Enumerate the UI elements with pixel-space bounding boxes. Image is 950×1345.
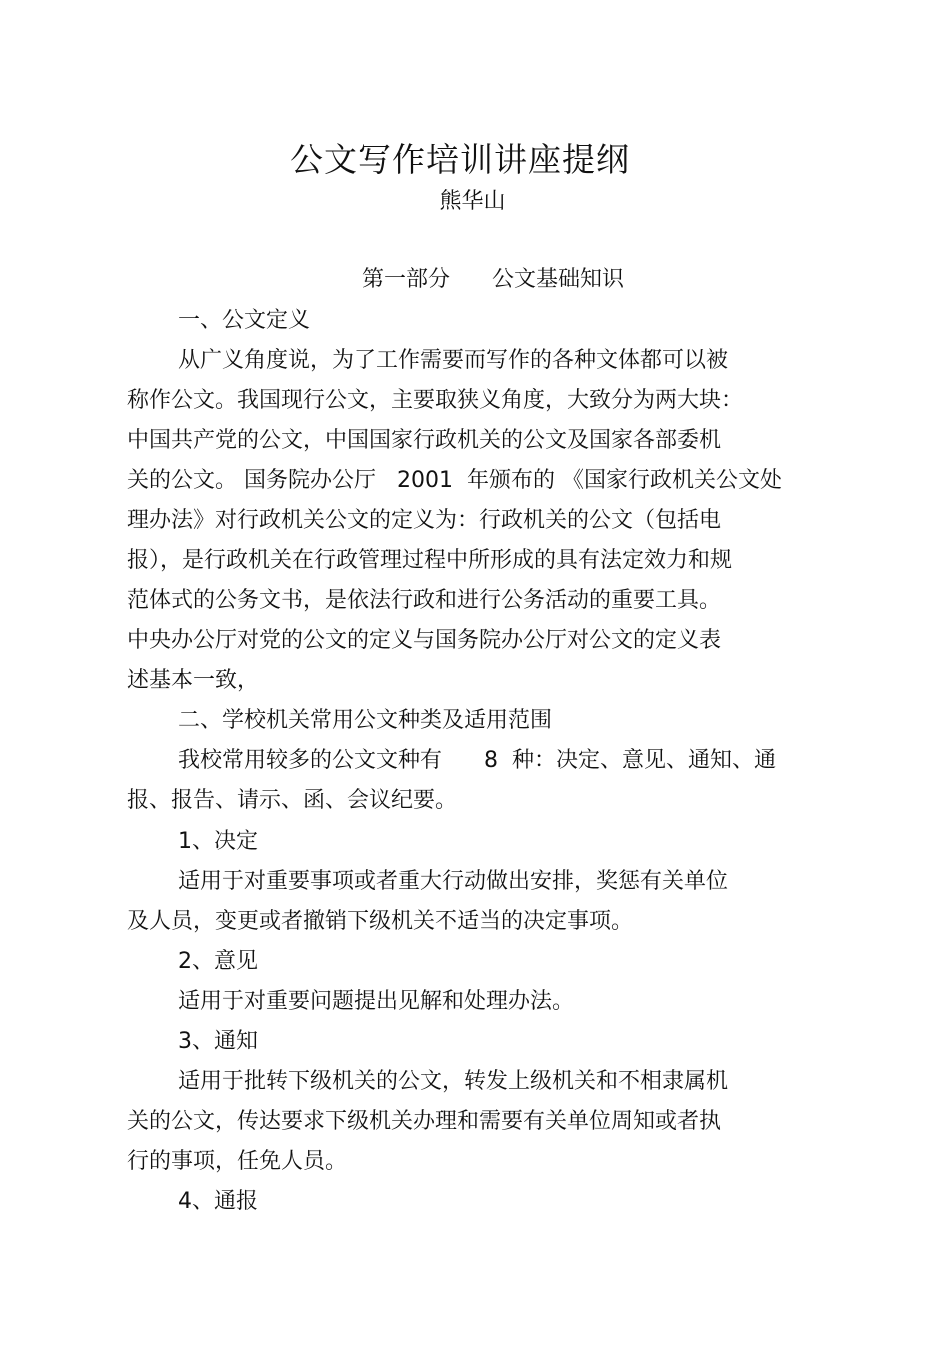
- document-author: 熊华山: [439, 189, 506, 214]
- part-heading: [362, 264, 624, 296]
- paragraph-line: 从广义角度说，为了工作需要而写作的各种文体都可以被: [178, 348, 729, 373]
- paragraph-line: 报、报告、请示、函、会议纪要。: [127, 788, 458, 813]
- paragraph-line: 述基本一致，: [127, 668, 260, 693]
- section-heading: 二、学校机关常用公文种类及适用范围: [178, 708, 553, 733]
- paragraph-line: 中央办公厅对党的公文的定义与国务院办公厅对公文的定义表: [127, 628, 722, 653]
- item-heading: 4、通报: [178, 1189, 258, 1214]
- part-number: 第一部分: [362, 267, 451, 292]
- section-heading: 一、公文定义: [178, 308, 311, 333]
- paragraph-line: 报），是行政机关在行政管理过程中所形成的具有法定效力和规: [127, 548, 733, 573]
- paragraph-line: 适用于批转下级机关的公文，转发上级机关和不相隶属机: [178, 1069, 729, 1094]
- paragraph-line: 适用于对重要事项或者重大行动做出安排，奖惩有关单位: [178, 869, 729, 894]
- paragraph-line: 中国共产党的公文，中国国家行政机关的公文及国家各部委机: [127, 428, 722, 453]
- paragraph-line: 适用于对重要问题提出见解和处理办法。: [178, 989, 575, 1014]
- document-title: 公文写作培训讲座提纲: [290, 140, 630, 179]
- paragraph-line: 行的事项，任免人员。: [127, 1149, 348, 1174]
- paragraph-line: 称作公文。我国现行公文，主要取狭义角度，大致分为两大块：: [127, 388, 744, 413]
- item-heading: 3、通知: [178, 1029, 258, 1054]
- item-heading: 2、意见: [178, 949, 258, 974]
- part-name: 公文基础知识: [492, 267, 625, 292]
- item-heading: 1、决定: [178, 829, 258, 854]
- paragraph-line: 关的公文，传达要求下级机关办理和需要有关单位周知或者执: [127, 1109, 722, 1134]
- paragraph-line: 我校常用较多的公文文种有 8 种：决定、意见、通知、通: [178, 748, 776, 773]
- paragraph-line: 范体式的公务文书，是依法行政和进行公务活动的重要工具。: [127, 588, 722, 613]
- paragraph-line: 关的公文。 国务院办公厅 2001 年颁布的 《国家行政机关公文处: [127, 468, 782, 493]
- paragraph-line: 及人员，变更或者撤销下级机关不适当的决定事项。: [127, 909, 634, 934]
- paragraph-line: 理办法》对行政机关公文的定义为：行政机关的公文（包括电: [127, 508, 722, 533]
